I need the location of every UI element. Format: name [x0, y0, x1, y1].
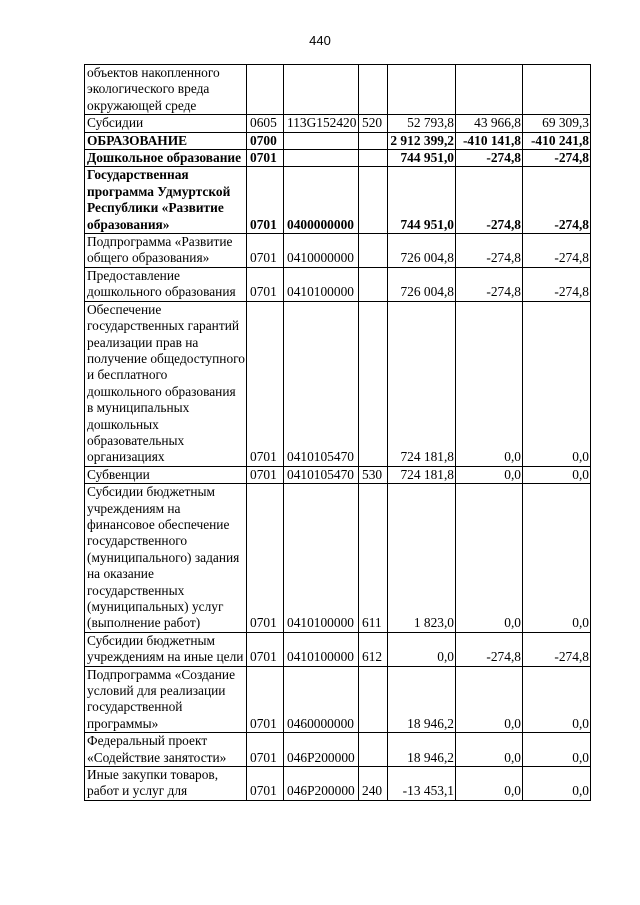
table-row	[85, 466, 591, 483]
row-name-cell: Предоставление дошкольного образования	[85, 267, 247, 301]
change-1-cell: 0,0	[456, 484, 523, 633]
section-code-cell: 0701	[247, 484, 284, 633]
expense-type-cell	[359, 150, 388, 167]
change-2-cell: 0,0	[523, 466, 591, 483]
change-1-cell: -274,8	[456, 267, 523, 301]
budget-table	[84, 64, 591, 801]
expense-type-cell	[359, 234, 388, 268]
amount-cell: 18 946,2	[388, 666, 456, 733]
row-name-cell: Дошкольное образование	[85, 150, 247, 167]
change-1-cell: -274,8	[456, 167, 523, 234]
change-1-cell: -274,8	[456, 150, 523, 167]
change-2-cell: -274,8	[523, 632, 591, 666]
expense-type-cell: 612	[359, 632, 388, 666]
table-row	[85, 632, 591, 666]
section-code-cell: 0700	[247, 132, 284, 149]
change-2-cell: -274,8	[523, 267, 591, 301]
row-name-cell: Иные закупки товаров, работ и услуг для	[85, 767, 247, 801]
row-name-cell: Федеральный проект «Содействие занятости»	[85, 733, 247, 767]
section-code-cell: 0701	[247, 632, 284, 666]
target-article-cell: 0410100000	[284, 632, 359, 666]
target-article-cell: 113G152420	[284, 115, 359, 132]
section-code-cell: 0701	[247, 767, 284, 801]
row-name-cell: объектов накопленного экологического вреда окружающей среде	[85, 65, 247, 115]
section-code-cell: 0701	[247, 234, 284, 268]
change-1-cell: 0,0	[456, 466, 523, 483]
table-row	[85, 150, 591, 167]
table-row	[85, 65, 591, 115]
expense-type-cell	[359, 65, 388, 115]
amount-cell: 744 951,0	[388, 150, 456, 167]
section-code-cell: 0701	[247, 466, 284, 483]
expense-type-cell: 520	[359, 115, 388, 132]
table-row	[85, 301, 591, 466]
change-1-cell: 43 966,8	[456, 115, 523, 132]
change-2-cell: 0,0	[523, 666, 591, 733]
amount-cell: 52 793,8	[388, 115, 456, 132]
amount-cell: 744 951,0	[388, 167, 456, 234]
table-row	[85, 115, 591, 132]
section-code-cell: 0701	[247, 301, 284, 466]
table-row	[85, 733, 591, 767]
change-2-cell	[523, 65, 591, 115]
row-name-cell: Обеспечение государственных гарантий реализации прав на получение общедоступного и бесплатного дошкольного образования в муниципальных дошкольных образовательных организациях	[85, 301, 247, 466]
target-article-cell	[284, 65, 359, 115]
target-article-cell	[284, 150, 359, 167]
target-article-cell: 0400000000	[284, 167, 359, 234]
expense-type-cell	[359, 301, 388, 466]
target-article-cell: 0410100000	[284, 267, 359, 301]
target-article-cell: 0410100000	[284, 484, 359, 633]
amount-cell: -13 453,1	[388, 767, 456, 801]
expense-type-cell	[359, 167, 388, 234]
change-2-cell: -274,8	[523, 150, 591, 167]
change-1-cell: 0,0	[456, 733, 523, 767]
target-article-cell: 046P200000	[284, 733, 359, 767]
expense-type-cell: 611	[359, 484, 388, 633]
row-name-cell: Субвенции	[85, 466, 247, 483]
row-name-cell: ОБРАЗОВАНИЕ	[85, 132, 247, 149]
row-name-cell: Подпрограмма «Развитие общего образования»	[85, 234, 247, 268]
change-1-cell: -274,8	[456, 632, 523, 666]
expense-type-cell	[359, 733, 388, 767]
change-2-cell: -410 241,8	[523, 132, 591, 149]
amount-cell: 0,0	[388, 632, 456, 666]
table-row	[85, 167, 591, 234]
amount-cell: 726 004,8	[388, 234, 456, 268]
page-number: 440	[309, 33, 331, 48]
table-row	[85, 767, 591, 801]
expense-type-cell	[359, 267, 388, 301]
change-2-cell: 69 309,3	[523, 115, 591, 132]
expense-type-cell	[359, 666, 388, 733]
amount-cell: 726 004,8	[388, 267, 456, 301]
budget-table-body	[85, 65, 591, 801]
section-code-cell: 0701	[247, 150, 284, 167]
amount-cell: 18 946,2	[388, 733, 456, 767]
change-2-cell: 0,0	[523, 301, 591, 466]
target-article-cell	[284, 132, 359, 149]
change-1-cell: -410 141,8	[456, 132, 523, 149]
row-name-cell: Субсидии бюджетным учреждениям на иные цели	[85, 632, 247, 666]
change-2-cell: -274,8	[523, 234, 591, 268]
section-code-cell: 0701	[247, 666, 284, 733]
change-1-cell	[456, 65, 523, 115]
row-name-cell: Субсидии	[85, 115, 247, 132]
table-row	[85, 267, 591, 301]
section-code-cell	[247, 65, 284, 115]
expense-type-cell: 530	[359, 466, 388, 483]
row-name-cell: Государственная программа Удмуртской Республики «Развитие образования»	[85, 167, 247, 234]
row-name-cell: Подпрограмма «Создание условий для реализации государственной программы»	[85, 666, 247, 733]
change-1-cell: 0,0	[456, 301, 523, 466]
target-article-cell: 0410105470	[284, 466, 359, 483]
table-row	[85, 132, 591, 149]
target-article-cell: 0410105470	[284, 301, 359, 466]
amount-cell: 724 181,8	[388, 466, 456, 483]
change-2-cell: 0,0	[523, 733, 591, 767]
amount-cell: 1 823,0	[388, 484, 456, 633]
change-2-cell: -274,8	[523, 167, 591, 234]
target-article-cell: 0460000000	[284, 666, 359, 733]
section-code-cell: 0701	[247, 167, 284, 234]
change-2-cell: 0,0	[523, 767, 591, 801]
table-row	[85, 484, 591, 633]
change-1-cell: 0,0	[456, 666, 523, 733]
amount-cell: 2 912 399,2	[388, 132, 456, 149]
change-1-cell: 0,0	[456, 767, 523, 801]
row-name-cell: Субсидии бюджетным учреждениям на финансовое обеспечение государственного (муниципального) задания на оказание государственных (муниципальных) услуг (выполнение работ)	[85, 484, 247, 633]
change-1-cell: -274,8	[456, 234, 523, 268]
amount-cell: 724 181,8	[388, 301, 456, 466]
table-row	[85, 234, 591, 268]
section-code-cell: 0605	[247, 115, 284, 132]
section-code-cell: 0701	[247, 733, 284, 767]
target-article-cell: 046P200000	[284, 767, 359, 801]
table-row	[85, 666, 591, 733]
target-article-cell: 0410000000	[284, 234, 359, 268]
change-2-cell: 0,0	[523, 484, 591, 633]
expense-type-cell	[359, 132, 388, 149]
expense-type-cell: 240	[359, 767, 388, 801]
amount-cell	[388, 65, 456, 115]
section-code-cell: 0701	[247, 267, 284, 301]
